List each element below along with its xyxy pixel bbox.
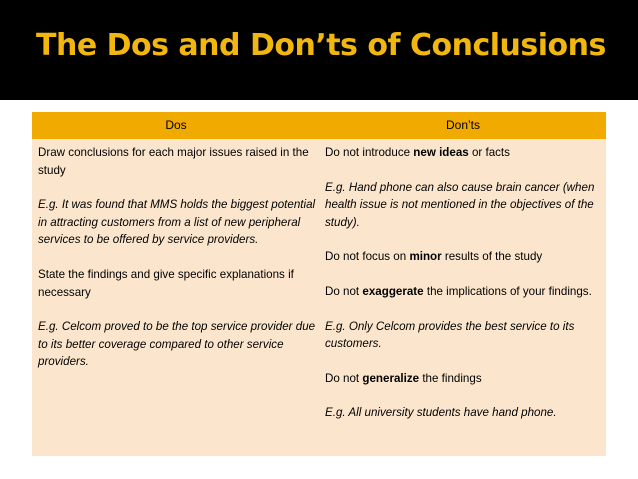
- donts-item-3: Do not exaggerate the implications of your findings.: [325, 284, 592, 298]
- dos-column: [38, 144, 318, 371]
- donts-example-1: E.g. Hand phone can also cause brain cancer (when health issue is not mentioned in the objectives of the study).: [325, 180, 595, 229]
- dos-donts-table: [32, 112, 606, 456]
- donts-item-1: Do not introduce new ideas or facts: [325, 146, 510, 159]
- header-donts: Don’ts: [445, 118, 480, 132]
- donts-column: [325, 144, 601, 422]
- title-bar: [0, 0, 638, 100]
- donts-example-3: E.g. Only Celcom provides the best service to its customers.: [325, 319, 575, 351]
- emphasis: minor: [409, 250, 442, 264]
- emphasis: exaggerate: [362, 284, 424, 298]
- dos-example-1: E.g. It was found that MMS holds the biggest potential in attracting customers from a list of new peripheral services to be offered by service providers.: [38, 198, 316, 247]
- header-dos: Dos: [165, 118, 187, 132]
- dos-item-2: State the findings and give specific explanations if necessary: [38, 267, 294, 299]
- dos-example-2: E.g. Celcom proved to be the top service provider due to its better coverage compared to other service providers.: [38, 320, 316, 369]
- donts-example-4: E.g. All university students have hand phone.: [325, 406, 557, 420]
- donts-item-4: Do not generalize the findings: [325, 371, 482, 385]
- donts-item-2: Do not focus on minor results of the study: [325, 250, 543, 264]
- emphasis: generalize: [362, 371, 420, 385]
- dos-item-1: Draw conclusions for each major issues raised in the study: [38, 146, 309, 177]
- slide-title: The Dos and Don’ts of Conclusions: [36, 28, 606, 63]
- emphasis: new ideas: [413, 146, 469, 159]
- table-header-row: [32, 112, 606, 139]
